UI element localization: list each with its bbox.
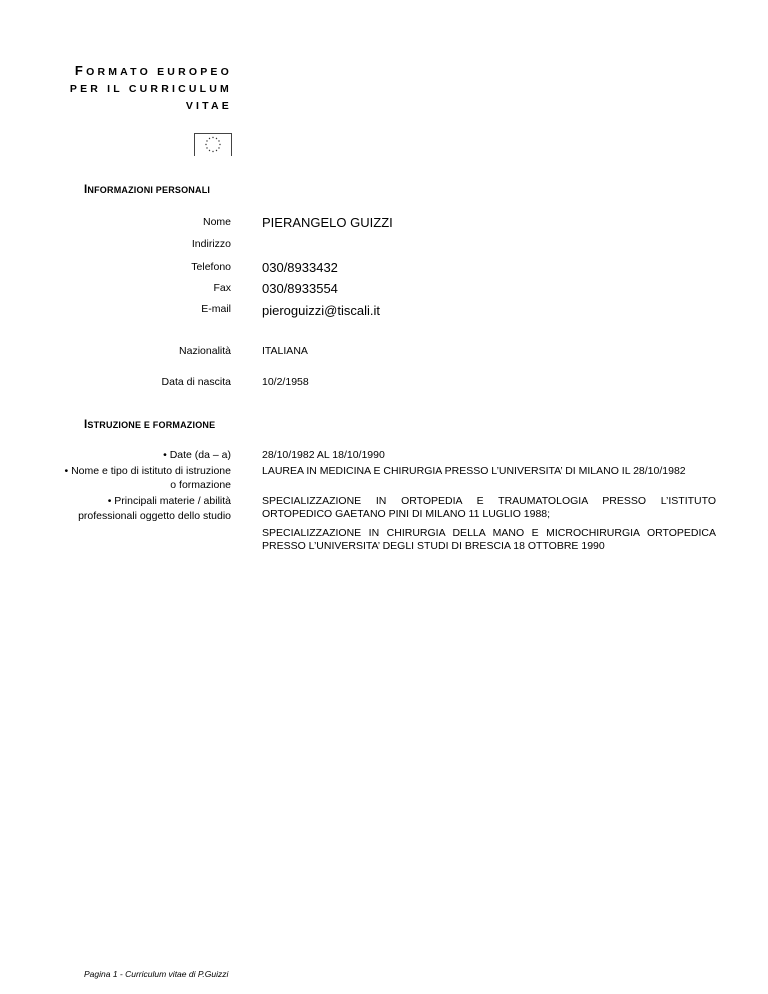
label-fax: Fax [213,282,231,294]
value-laurea: LAUREA IN MEDICINA E CHIRURGIA PRESSO L’UNIVERSITA’ DI MILANO IL 28/10/1982 [262,465,686,477]
value-email: pieroguizzi@tiscali.it [262,303,380,318]
section-title-education: ISTRUZIONE E FORMAZIONE [84,419,216,431]
title-line-3: VITAE [185,100,232,112]
label-email: E-mail [201,303,231,315]
label-telefono: Telefono [191,261,231,273]
label-istituto-1: • Nome e tipo di istituto di istruzione [64,465,231,477]
title-line-1: FORMATO EUROPEO [74,63,232,78]
title-line-2: PER IL CURRICULUM [69,83,232,95]
value-specializzazione-2 [262,527,716,553]
section-title-personal-info: INFORMAZIONI PERSONALI [84,184,211,196]
spec2-line-2: PRESSO L’UNIVERSITA’ DEGLI STUDI DI BRESCIA 18 OTTOBRE 1990 [262,540,605,552]
page-footer: Pagina 1 - Curriculum vitae di P.Guizzi [84,969,229,979]
label-materie-2: professionali oggetto dello studio [78,510,231,522]
value-data-nascita: 10/2/1958 [262,376,309,388]
spec1-line-2: ORTOPEDICO GAETANO PINI DI MILANO 11 LUGLIO 1988; [262,508,551,520]
label-materie-1: • Principali materie / abilità [107,495,231,507]
spec2-line-1: SPECIALIZZAZIONE IN CHIRURGIA DELLA MANO E MICROCHIRURGIA ORTOPEDICA [262,527,716,539]
value-telefono: 030/8933432 [262,260,338,275]
value-fax: 030/8933554 [262,281,338,296]
value-specializzazione-1 [262,495,716,521]
value-date: 28/10/1982 AL 18/10/1990 [262,449,385,461]
label-date: • Date (da – a) [163,449,231,461]
eu-flag-icon [194,133,232,156]
value-nazionalita: ITALIANA [262,345,308,357]
document-title [12,62,232,115]
spec1-line-1: SPECIALIZZAZIONE IN ORTOPEDIA E TRAUMATOLOGIA PRESSO L’ISTITUTO [262,495,716,507]
value-nome: PIERANGELO GUIZZI [262,215,393,230]
label-nome: Nome [202,216,231,228]
label-nazionalita: Nazionalità [179,345,231,357]
label-data-nascita: Data di nascita [161,376,231,388]
label-indirizzo: Indirizzo [191,238,231,250]
label-istituto-2: o formazione [170,479,231,491]
